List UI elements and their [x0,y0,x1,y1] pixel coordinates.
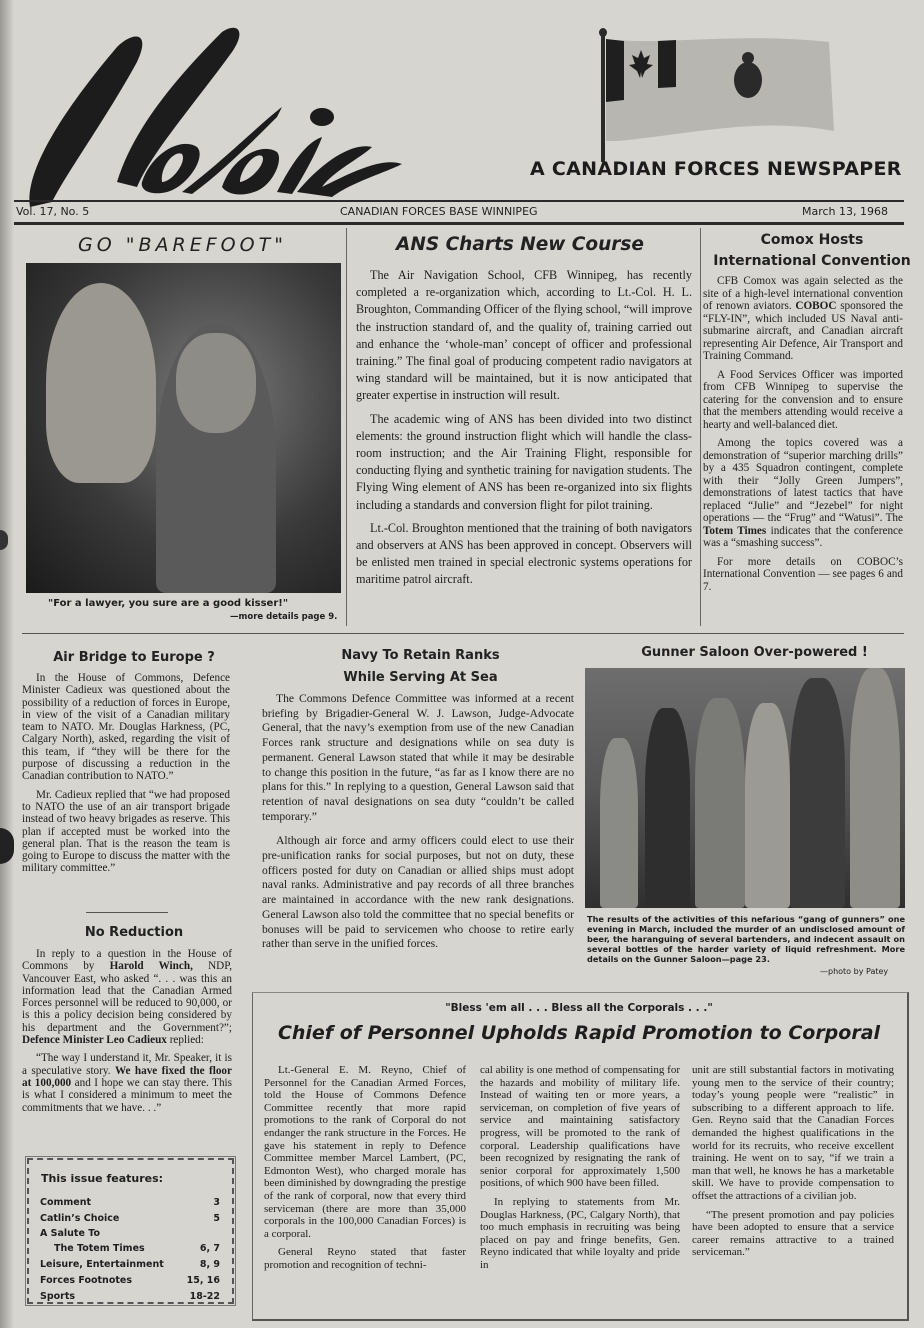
navy-headline-line1: Navy To Retain Ranks [341,648,500,663]
comox-paragraph: For more details on COBOC’s International Convention — see pages 6 and 7. [703,555,903,593]
barefoot-caption: "For a lawyer, you sure are a good kisser!" [48,598,289,609]
no-reduction-bold: Harold Winch, [109,960,193,973]
masthead-rule-bottom [14,222,904,225]
base-name: CANADIAN FORCES BASE WINNIPEG [340,205,538,218]
photo-figure [850,668,900,908]
gunner-photo-credit: —photo by Patey [820,967,889,976]
ans-article [356,267,692,595]
corporal-col-3 [692,1064,894,1265]
features-item [40,1272,220,1288]
photo-figure [745,703,790,908]
navy-article [262,692,574,958]
navy-headline-line2: While Serving At Sea [343,670,498,685]
column-divider [346,228,347,626]
comox-headline [700,230,924,272]
features-item-label: A Salute To [40,1227,100,1239]
features-item-page: 18-22 [189,1290,220,1302]
gunner-headline: Gunner Saloon Over-powered ! [641,645,868,660]
volume-issue: Vol. 17, No. 5 [16,205,90,218]
ans-paragraph: Lt.-Col. Broughton mentioned that the training of both navigators and observers at ANS has been approved in concept. Observers will be enlisted men trained in special electronic systems operations for maritime patrol aircraft. [356,520,692,587]
section-rule [22,633,904,634]
no-reduction-text: “The way I understand it, Mr. Speaker, it is a speculative story. [22,1052,232,1077]
features-item-page: 5 [213,1212,220,1224]
issue-date: March 13, 1968 [802,205,889,218]
features-item-label: Catlin’s Choice [40,1212,120,1224]
comox-bold: COBOC [795,300,837,312]
features-item-label: Leisure, Entertainment [40,1258,164,1270]
features-item-page [182,1226,220,1240]
features-item [40,1288,220,1304]
photo-figure [645,708,690,908]
corporal-paragraph: “The present promotion and pay policies have been adopted to ensure that a service career remains attractive to a trained serviceman.” [692,1208,894,1259]
air-bridge-article [22,672,230,881]
features-item-page: 6, 7 [199,1242,220,1254]
comox-headline-line2: International Convention [713,253,911,269]
corporal-paragraph: Lt.-General E. M. Reyno, Chief of Personnel for the Canadian Armed Forces, told the House of Commons Defence Committee recently that more rapid promotions to the rank of Corporal do not endanger the rank structure in the Forces. He gave his statement in reply to Defence Committee member Marcel Lambert, (PC, Edmonton West), who charged morale has been diminished by downgrading the prestige of the rank of corporal, now that every third serviceman (there are more than 35,000 corporals in the 100,000 Canadian Forces) is a corporal. [264,1064,466,1240]
comox-paragraph: A Food Services Officer was imported from CFB Winnipeg to supervise the catering for the convension and to ensure that the members attending would receive a hearty and well-balanced diet. [703,368,903,431]
comox-text: CFB Comox was again selected as the site of a high-level international convention of renown aviators. [703,275,903,312]
corporal-paragraph: General Reyno stated that faster promotion and recognition of techni- [264,1246,466,1271]
gunner-caption: The results of the activities of this nefarious “gang of gunners” one evening in March, included the murder of an undisclosed amount of beer, the haranguing of several bartenders, and indecent assault on several bottles of the harder variety of liquid refreshment. More details on the Gunner Saloon—page 23. [587,914,905,964]
column-divider [700,228,701,626]
corporal-col-1 [264,1064,466,1278]
features-item-label: Sports [40,1290,76,1302]
features-item-label: Forces Footnotes [40,1274,132,1286]
photo-figure [600,738,638,908]
corporal-paragraph: unit are still substantial factors in motivating young men to the service of their country; today’s young people were “realistic” in subscribing to a different approach to life. Gen. Reyno said that the Canadian Forces demanded the highest qualifications in the world for its recruits, who receive excellent training. He went on to say, “if we train a man that well, he knows he has a marketable skill. We have to provide compensation to offset the attractions of a civilian job. [692,1064,894,1202]
features-title: This issue features: [41,1172,164,1185]
photo-figure-woman [46,283,156,483]
features-item-label: Comment [40,1196,92,1208]
features-item [40,1256,220,1272]
no-reduction-bold: We have fixed the floor at 100,000 [22,1064,232,1089]
comox-bold: Totem Times [703,524,767,537]
no-reduction-article [22,948,232,1120]
no-reduction-text: NDP, Vancouver East, who asked “. . . was this an information lead that the Canadian Armed Forces personnel will be reduced to 90,000, or is this a policy decision being considered by his department and the Government?”; [22,960,233,1034]
features-item [40,1210,220,1226]
page-gutter-shadow [0,0,14,1328]
no-reduction-bold: Defence Minister Leo Cadieux [22,1034,167,1047]
comox-text: indicates that the conference was a “smashing success”. [703,524,903,549]
air-bridge-paragraph: Mr. Cadieux replied that “we had proposed to NATO the use of an air transport brigade instead of two heavy brigades as reserve. This plan if accepted must be worked into the general plan. That is the reason the team is going to Europe to discuss the matter with the military committee.” [22,788,230,875]
features-item-page: 15, 16 [186,1274,220,1286]
air-bridge-headline: Air Bridge to Europe ? [53,650,215,665]
ans-paragraph: The academic wing of ANS has been divided into two distinct elements: the ground instruction flight which will handle the class-room instruction; and the Air Training Flight, responsible for conducting flying and synthetic training for navigation students. The Flying Wing element of ANS has been re-organized into six flights including a standards and conversion flight for pilot training. [356,411,692,512]
masthead-tagline: A CANADIAN FORCES NEWSPAPER [530,158,902,180]
corporal-paragraph: cal ability is one method of compensating for the hazards and mobility of military life. Instead of waiting ten or more years, a serviceman, on completion of five years of service and maintaining satisfactory progress, will be promoted to the rank of corporal. Leadership qualifications have been recognized by resignating the rank of senior corporal for approximately 1,500 positions, of which 900 have been filled. [480,1064,680,1190]
ans-paragraph: The Air Navigation School, CFB Winnipeg, has recently completed a re-organization which, according to Lt.-Col. H. L. Broughton, Commanding Officer of the flying school, “will improve the instruction standard of, and the quality of, training carried out and enhance the ‘whole-man’ concept of officer and professional training.” The final goal of producing competent radio navigators at wing standard will be maintained, but it is now anticipated that greater expertise in instruction will result. [356,268,692,403]
air-bridge-paragraph: In the House of Commons, Defence Minister Cadieux was questioned about the possibility of a reduction of forces in Europe, in view of the visit of a Canadian military team to NATO. Mr. Douglas Harkness, (PC, Calgary North), asked, regarding the visit of this team, if “they will be there for the purpose of discussing a reduction in the Canadian contribution to NATO.” [22,672,230,783]
short-rule [86,912,168,913]
canadian-forces-ensign-flag-icon [604,36,834,141]
features-box [27,1158,234,1304]
photo-figure [790,678,845,908]
photo-figure-face [176,333,256,433]
navy-paragraph: The Commons Defence Committee was informed at a recent briefing by Brigadier-General W. J. Lawson, Judge-Advocate General, that the navy’s exemption from use of the new Canadian Forces rank structure and designations while on sea duty is permanent. General Lawson stated that while it may be desirable to change this position in the future, “as far as I know there are no plans for this.” In replying to a question, General Lawson said that retention of naval designations on sea duty “couldn’t be called temporary.” [262,692,574,823]
comox-text: Among the topics covered was a demonstration of “superior marching drills” by a 435 Squadron contingent, complete with their “Jolly Green Jumpers”, demonstrations of latest tactics that have replaced “Julie” and “Jezebel” for night operations — the “Frug” and “Watusi”. The [703,437,903,524]
features-item [40,1240,220,1256]
no-reduction-text: and I hope we can stay there. This is what I considered a minimum to meet the commitments that we have. . .” [22,1076,233,1114]
corporal-headline: Chief of Personnel Upholds Rapid Promotion to Corporal [277,1022,881,1044]
comox-headline-line1: Comox Hosts [760,232,864,248]
features-item-label: The Totem Times [54,1242,145,1254]
masthead-rule-top [14,200,904,202]
corporal-paragraph: In replying to statements from Mr. Douglas Harkness, (PC, Calgary North), that too much emphasis in recruiting was being placed on pay and fringe benefits, Gen. Reyno indicated that while loyalty and pride in [480,1195,680,1271]
voxair-logo [22,22,522,212]
barefoot-caption-more: —more details page 9. [230,612,338,622]
navy-paragraph: Although air force and army officers could elect to use their pre-unification ranks for social purposes, but not on duty, these officers posted for duty on Canadian or allied ships must adopt naval ranks. Administrative and pay records of all three branches are maintained in accordance with the new rank designations. General Lawson also told the committee that no special benefits or bonuses will be paid to servicemen who choose to retire early rather than serve in the unified forces. [262,834,574,951]
features-item [40,1226,220,1240]
barefoot-photo [26,263,341,593]
no-reduction-text: replied: [169,1034,204,1047]
features-list [40,1194,220,1304]
comox-text: sponsored the “FLY-IN”, which included US Naval anti-submarine aircraft, and Canadian aircraft representing Air Defence, Air Transport and Training Command. [703,300,903,362]
corporal-kicker: "Bless 'em all . . . Bless all the Corporals . . ." [445,1002,713,1014]
no-reduction-text: In reply to a question in the House of Commons by [22,948,232,973]
navy-headline [258,645,583,689]
photo-figure [695,698,745,908]
features-item-page: 3 [213,1196,220,1208]
ans-headline: ANS Charts New Course [396,234,644,255]
features-item [40,1194,220,1210]
corporal-col-2 [480,1064,680,1278]
barefoot-headline: GO "BAREFOOT" [78,234,287,256]
comox-article [703,275,903,599]
features-item-page: 8, 9 [199,1258,220,1270]
gunner-photo [585,668,905,908]
no-reduction-headline: No Reduction [84,925,184,940]
